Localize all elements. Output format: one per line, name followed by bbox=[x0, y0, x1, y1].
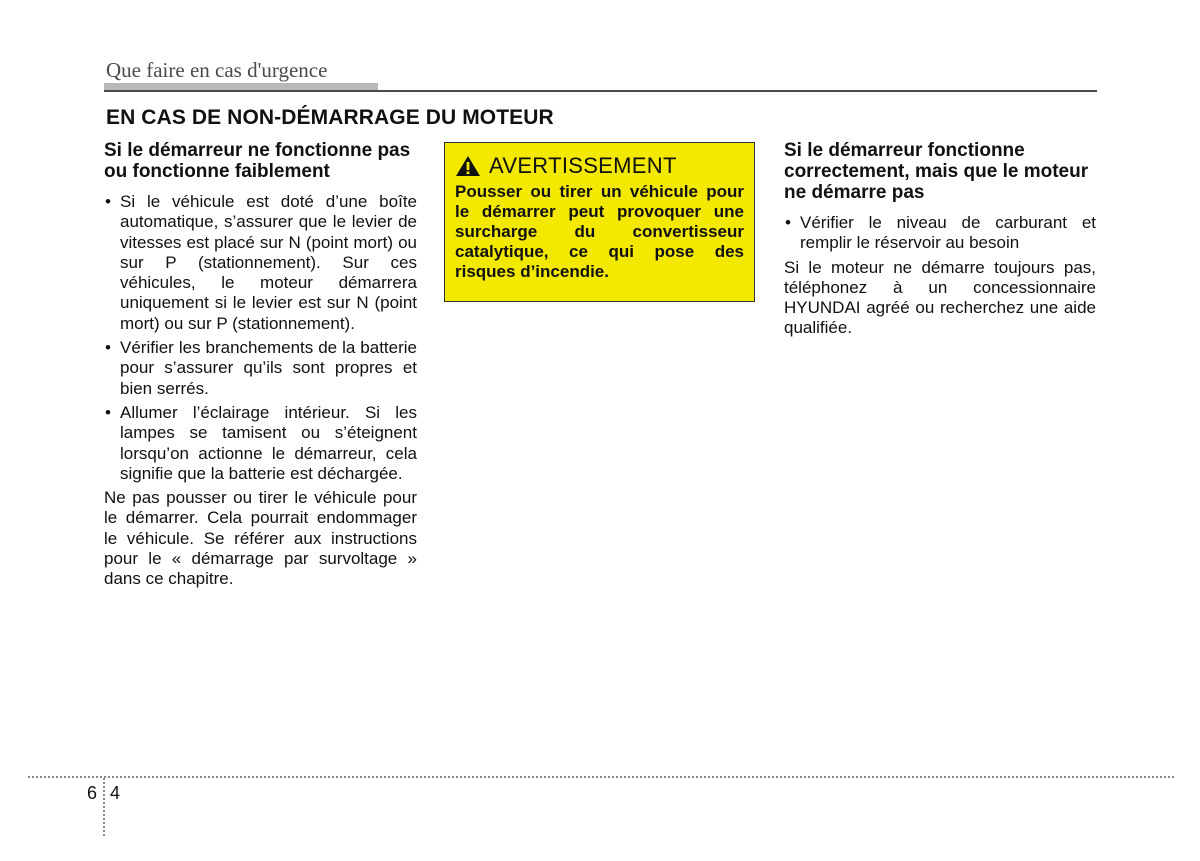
section-title: EN CAS DE NON-DÉMARRAGE DU MOTEUR bbox=[106, 106, 554, 129]
page-number: 4 bbox=[110, 783, 121, 803]
left-column bbox=[104, 140, 417, 590]
right-subhead: Si le démarreur fonctionne correctement, mais que le moteur ne démarre pas bbox=[784, 140, 1089, 203]
chapter-header-title: Que faire en cas d'urgence bbox=[106, 58, 328, 82]
footer-divider bbox=[103, 778, 105, 836]
footer-rule bbox=[28, 776, 1174, 778]
warning-text: Pousser ou tirer un véhicule pour le démarrer peut provoquer une surcharge du convertisseur catalytique, ce qui pose des risques d’incendie. bbox=[455, 182, 744, 281]
warning-triangle-icon bbox=[455, 155, 481, 177]
left-paragraph: Ne pas pousser ou tirer le véhicule pour le démarrer. Cela pourrait endommager le véhicule. Se référer aux instructions pour le « démarrage par survoltage » dans ce chapitre. bbox=[104, 488, 417, 589]
list-item: • Si le véhicule est doté d’une boîte automatique, s’assurer que le levier de vitesses est placé sur N (point mort) ou sur P (stationnement). Sur ces véhicules, le moteur démarrera uniquement si le levier est sur N (point mort) ou sur P (stationnement). bbox=[104, 192, 417, 334]
header-rule-accent bbox=[104, 83, 378, 90]
header-rule bbox=[104, 90, 1097, 92]
list-item: • Vérifier le niveau de carburant et remplir le réservoir au besoin bbox=[784, 213, 1096, 254]
right-bullet-list bbox=[784, 213, 1096, 254]
warning-title: AVERTISSEMENT bbox=[489, 153, 677, 178]
warning-header bbox=[455, 153, 744, 179]
list-item: • Vérifier les branchements de la batterie pour s’assurer qu’ils sont propres et bien serrés. bbox=[104, 338, 417, 399]
chapter-number: 6 bbox=[87, 783, 98, 803]
left-subhead: Si le démarreur ne fonctionne pas ou fonctionne faiblement bbox=[104, 140, 411, 182]
right-column bbox=[784, 140, 1096, 339]
right-paragraph: Si le moteur ne démarre toujours pas, téléphonez à un concessionnaire HYUNDAI agréé ou recherchez une aide qualifiée. bbox=[784, 257, 1096, 338]
warning-box bbox=[444, 142, 755, 302]
left-bullet-list bbox=[104, 192, 417, 484]
list-item: • Allumer l’éclairage intérieur. Si les lampes se tamisent ou s’éteignent lorsqu’on actionne le démarreur, cela signifie que la batterie est déchargée. bbox=[104, 403, 417, 484]
